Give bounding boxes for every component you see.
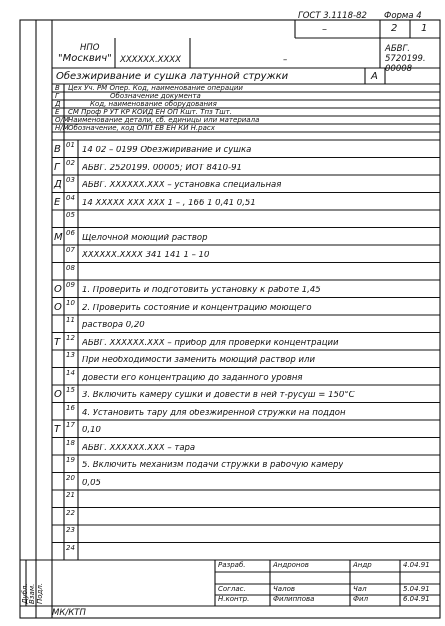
signature-sign: Фил bbox=[353, 595, 369, 603]
row-number: 02 bbox=[66, 158, 75, 167]
row-number: 11 bbox=[66, 316, 75, 324]
signature-name: Филиппова bbox=[273, 595, 315, 603]
row-number: 15 bbox=[66, 386, 75, 394]
form-label: Форма 4 bbox=[384, 11, 422, 21]
row-number: 06 bbox=[66, 228, 75, 237]
side-label-dubl: Дубл. bbox=[21, 583, 29, 604]
row-mark: О bbox=[54, 284, 62, 295]
row-mark: О bbox=[54, 301, 62, 313]
standard-label: ГОСТ 3.1118-82 bbox=[298, 11, 367, 21]
row-text: 1. Проверить и подготовить установку к работе 1,45 bbox=[82, 286, 321, 295]
row-text: При необходимости заменить моющий раствор или bbox=[82, 356, 315, 365]
row-number: 07 bbox=[66, 246, 75, 254]
row-mark: В bbox=[54, 144, 61, 155]
row-text: АБВГ. ХХХХХХ.ХХХ – установка специальная bbox=[82, 181, 282, 190]
row-text: 14 ХХХХХ ХХХ ХХХ 1 – , 166 1 0,41 0,51 bbox=[82, 198, 256, 207]
legend-mark: В bbox=[55, 84, 60, 92]
sheet-number: 2 bbox=[391, 23, 398, 34]
code-dash: – bbox=[283, 55, 288, 65]
row-number: 10 bbox=[66, 298, 75, 307]
signature-date: 4.04.91 bbox=[403, 561, 430, 569]
legend-text: Цех Уч. РМ Опер. Код, наименование операции bbox=[68, 84, 243, 92]
side-label-podl: Подл. bbox=[36, 582, 44, 604]
legend-text: Обозначение, код ОПП ЕВ ЕН КИ Н.расх bbox=[68, 124, 215, 132]
signature-name: Чалов bbox=[273, 585, 295, 593]
row-number: 16 bbox=[66, 403, 75, 412]
row-mark: Д bbox=[54, 179, 62, 190]
row-number: 12 bbox=[66, 333, 75, 342]
legend-text: Обозначение документа bbox=[110, 92, 201, 100]
row-number: 21 bbox=[66, 491, 75, 499]
row-number: 18 bbox=[66, 438, 75, 447]
row-text: АБВГ. ХХХХХХ.ХХХ – тара bbox=[82, 443, 196, 452]
legend-mark: Н/М bbox=[55, 124, 69, 132]
row-number: 08 bbox=[66, 263, 75, 272]
row-text: 2. Проверить состояние и концентрацию моющего bbox=[82, 303, 312, 312]
signature-sign: Чал bbox=[353, 585, 367, 593]
signature-name: Андронов bbox=[273, 561, 309, 569]
signature-role: Разраб. bbox=[218, 561, 246, 569]
row-number: 23 bbox=[66, 526, 75, 534]
row-number: 19 bbox=[66, 456, 75, 464]
signature-date: 5.04.91 bbox=[403, 585, 430, 593]
footer-label: МК/КТП bbox=[52, 608, 86, 618]
side-label-vzam: Взам. bbox=[28, 583, 36, 604]
legend-text: СМ Проф Р УТ КР КОИД ЕН ОП Кшт. Тпз Тшт. bbox=[68, 108, 232, 116]
signature-role: Н.контр. bbox=[218, 595, 250, 603]
row-number: 24 bbox=[66, 543, 75, 552]
row-number: 22 bbox=[66, 508, 75, 517]
row-number: 01 bbox=[66, 141, 75, 149]
row-text: ХХХХХХ.ХХХХ 341 141 1 – 10 bbox=[82, 251, 210, 260]
row-mark: О bbox=[54, 389, 62, 400]
operation-title: Обезжиривание и сушка латунной стружки bbox=[56, 71, 289, 82]
row-text: 3. Включить камеру сушки и довести в ней т-русуш = 150°С bbox=[82, 391, 355, 400]
org-name-line2: "Москвич" bbox=[58, 53, 112, 64]
row-mark: Е bbox=[54, 196, 61, 208]
row-mark: Г bbox=[54, 161, 60, 173]
row-mark: Т bbox=[54, 336, 61, 348]
row-number: 13 bbox=[66, 351, 75, 359]
document-number: АБВГ. 5720199. 00008 bbox=[385, 44, 426, 75]
legend-mark: Д bbox=[55, 100, 61, 108]
row-number: 05 bbox=[66, 211, 75, 219]
legend-text: Наименование детали, сб. единицы или материала bbox=[68, 116, 260, 124]
header-dash: – bbox=[322, 24, 327, 35]
legend-mark: О/М bbox=[55, 116, 69, 124]
row-text: 5. Включить механизм подачи стружки в рабочую камеру bbox=[82, 461, 344, 470]
legend-mark: Е bbox=[55, 108, 60, 116]
row-mark: Т bbox=[54, 424, 61, 435]
signature-role: Соглас. bbox=[218, 585, 246, 593]
row-number: 03 bbox=[66, 176, 75, 184]
row-number: 17 bbox=[66, 421, 75, 429]
row-number: 04 bbox=[66, 193, 75, 202]
row-text: 4. Установить тару для обезжиренной стружки на поддон bbox=[82, 408, 346, 417]
letter-cell: А bbox=[371, 71, 378, 82]
row-mark: М bbox=[54, 231, 63, 243]
row-number: 14 bbox=[66, 368, 75, 377]
document-code: ХХХХХХ.ХХХХ bbox=[120, 55, 181, 65]
row-text: 14 02 – 0199 Обезжиривание и сушка bbox=[82, 146, 252, 155]
row-number: 20 bbox=[66, 473, 75, 482]
signature-date: 6.04.91 bbox=[403, 595, 430, 603]
row-text: Щелочной моющий раствор bbox=[82, 233, 208, 242]
row-text: АБВГ. 2520199. 00005; ИОТ 8410-91 bbox=[82, 163, 242, 172]
row-text: раствора 0,20 bbox=[82, 321, 145, 330]
row-text: 0,10 bbox=[82, 426, 101, 435]
org-name-line1: НПО bbox=[80, 43, 100, 53]
row-text: довести его концентрацию до заданного уровня bbox=[82, 373, 303, 382]
row-number: 09 bbox=[66, 281, 75, 289]
row-text: 0,05 bbox=[82, 478, 101, 487]
legend-mark: Г bbox=[55, 92, 59, 100]
signature-sign: Андр bbox=[353, 561, 372, 569]
sheets-total: 1 bbox=[421, 23, 428, 34]
legend-text: Код, наименование оборудования bbox=[90, 100, 217, 108]
row-text: АБВГ. ХХХХХХ.ХХХ – прибор для проверки концентрации bbox=[82, 338, 339, 347]
